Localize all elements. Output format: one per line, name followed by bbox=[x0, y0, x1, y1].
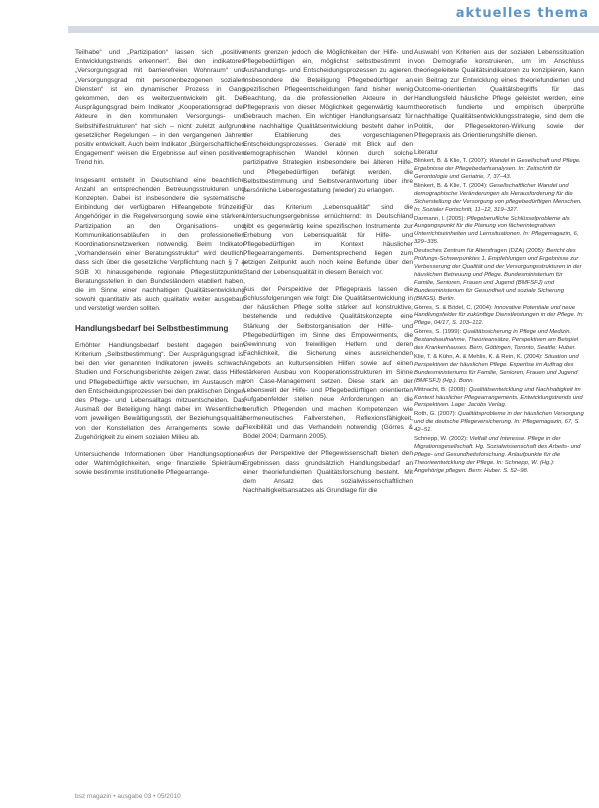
literature-work: Qualitätsprobleme in der häuslichen Versorgung und die deutsche Pflegeversicherung. In: Pflegemagazin, 67, S. 42–51. bbox=[414, 411, 584, 434]
literature-author: Mittnacht, B. (2008): bbox=[414, 386, 468, 393]
paragraph: Teilhabe“ und „Partizipation“ lassen sich „positive Entwicklungstrends erkennen“. Bei den indikatoren „Versorgungsgrad mit barrierefreien Wohnraum“ und „Versorgungsgrad mit personenbezogenen sozialen Diensten“ ist ein dynamischer Prozess in Gang gekommen, den es weiterzuentwickeln gilt. Der Ausprägungsgrad beim Indikator „Kooperationsgrad der Akteure in den kommunalen Versorgungs- und Selbsthilfestrukturen“ hat sich – nicht zuletzt aufgrund gesetzlicher Regelungen – in den vergangenen Jahren positiv entwickelt. Auch beim Indikator „Bürgerschaftliches Engagement“ weisen die Ergebnisse auf einen positiven Trend hin. bbox=[75, 49, 245, 167]
paragraph: Auswahl von Kriterien aus der sozialen Lebenssituation von Demografie konstruieren, um im Anschluss theoriegeleitete Qualitätsindikatoren zu konzipieren, kann ein Beitrag zur Entwicklung eines theoriefundierten und Outcome-orientierten Qualitätsbegriffs für das Handlungsfeld häusliche Pflege geleistet werden, eine theoretisch fundierte und empirisch überprüfte nachhaltige Qualitätsentwicklungsstrategie, sind dem die Politik, der Pflegesektoren-Wirkung sowie der Pflegepraxis als Orientierungshilfe dienen. bbox=[414, 49, 584, 139]
literature-work: Gesellschaftlicher Wandel und demographische Veränderungen als Herausforderung für die Sicherstellung der Versorgung von pflegebedürftigen Menschen. In: Sozialer Fortschritt, 11–12, 319–327. bbox=[414, 182, 582, 213]
paragraph: ments grenzen jedoch die Möglichkeiten der Hilfe- und Pflegebedürftigen ein, möglichst selbstbestimmt in Aushandlungs- und Entscheidungsprozessen zu agieren. Insbesondere die Beteiligung Pflegebedürftiger an spezifischen Pflegeentscheidungen fand bisher wenig Beachtung, da die professionellen Akteure in der Pflegepraxis von dieser Möglichkeit gegenwärtig kaum Gebrauch machen. Ein wichtiger Handlungsansatz für eine nachhaltige Qualitätsentwicklung besteht daher in der Etablierung des vorgeschlagenen Entscheidungsprozesses. Gerade mit Blick auf den demographischen Wandel können durch solche partizipative Strategien insbesondere bei älteren Hilfe- und Pflegebedürftigen befähigt werden, die Selbstbestimmung und Selbstverantwortung über ihre persönliche Lebensgestaltung (wieder) zu erlangen. bbox=[243, 49, 413, 195]
paragraph: Erhöhter Handlungsbedarf besteht dagegen beim Kriterium „Selbstbestimmung“. Der Ausprägungsgrad ist bei den vier genannten Indikatoren jeweils schwach. Studien und Forschungsberichte zeigen zwar, dass Hilfe- und Pflegebedürftige aktiv versuchen, im Austausch mit den Entscheidungsprozessen bei den praktischen Dingen des Pflege- und Lebensalltags mitzuentscheiden. Das Ausmaß der Beteiligung hängt dabei im Wesentlichen vom jeweiligen Bewältigungsstil, der Beziehungsqualität von der Konstellation des Arrangements sowie der Zugehörigkeit zu einem sozialen Milieu ab. bbox=[75, 341, 245, 441]
literature-entry bbox=[414, 387, 584, 411]
literature-entry bbox=[414, 248, 584, 303]
literature-work: Qualitätssicherung in Pflege und Medizin. Bestandsaufnahme, Theorieansätze, Perspektiven am Beispiel des Krankenhauses. Bern, Göttingen, Toronto, Seattle: Huber. bbox=[414, 329, 579, 352]
paragraph: Aus der Perspektive der Pflegewissenschaft bieten den Ergebnissen dass grundsätzlich Handlungsbedarf an einer theoriefundierten Qualitätsforschung besteht. Mit dem Ansatz des sozialwissenschaftlichen Nachhaltigkeitsansatzes als Grundlage für die bbox=[243, 450, 413, 495]
literature-author: Roth, G. (2007): bbox=[414, 411, 457, 418]
literature-list bbox=[414, 158, 584, 475]
literature-author: Darmann, I. (2005): bbox=[414, 215, 466, 222]
literature-author: Klie, T. & Kühn, A. & Mehlis, K. & Rein, K. (2004): bbox=[414, 353, 543, 360]
literature-work: Pflegeberufliche Schlüsselprobleme als Ausgangspunkt für die Planung von fächerintegrativen Unterrichtseinheiten und Lernsituationen. In: Pflegemagazin, 6, 329–335. bbox=[414, 215, 579, 246]
literature-author: Blinkert, B. & Klie, T. (2007): bbox=[414, 158, 488, 165]
page-header bbox=[0, 0, 599, 44]
section-subhead: Handlungsbedarf bei Selbstbestimmung bbox=[75, 323, 229, 333]
literature-entry bbox=[414, 411, 584, 435]
literature-entry bbox=[414, 329, 584, 353]
paragraph: Für das Kriterium „Lebensqualität“ sind die Untersuchungsergebnisse ernüchternd: In Deutschland gibt es gegenwärtig keine spezifischen Instrumente zur Erhebung von Lebensqualität für Hilfe- und Pflegebedürftigen im Kontext häuslicher Pflegearrangements. Dementsprechend liegen zum jetzigen Zeitpunkt auch noch keine Befunde über den Stand der Lebensqualität in diesem Bereich vor. bbox=[243, 204, 413, 276]
literature-work: Wandel in Gesellschaft und Pflege. Ergebnisse der Pflegebedarfsanalysen. In: Zeitschrift für Gerontologie und Geriatrie, 7, 37–43. bbox=[414, 158, 581, 181]
column-2 bbox=[243, 48, 413, 503]
paragraph: Untersuchende Informationen über Handlungsoptionen oder Wahlmöglichkeiten, enge finanzielle Spielräume sowie bestimmte institutionelle Pflegearrange- bbox=[75, 450, 245, 477]
column-1 bbox=[75, 48, 245, 486]
literature-author: Görres, S. (1999): bbox=[414, 329, 462, 336]
literature-author: Blinkert, B. & Klie, T. (2004): bbox=[414, 182, 488, 189]
paragraph: Aus der Perspektive der Pflegepraxis lassen die Schlussfolgerungen wie folgt: Die Qualitätsentwicklung in der häuslichen Pflege sollte stärker auf konstruktive, bestehende und reduktive Qualitätskonzepte eine Stärkung der Selbstorganisation der Hilfe- und Pflegebedürftigen im Sinne des Empowerments, die Gewinnung von freiwilligen Helfern und deren Fachlichkeit, die Sicherung eines ausreichenden Angebots an kultursensiblen Hilfen sowie auf einen stärkeren Ausbau von Kooperationsstrukturen im Sinne von Case-Management setzen. Diese stark an der Lebenswelt der Hilfe- und Pflegebedürftigen orientierten Aufgabenfelder stellen neue Anforderungen an die beruflich Pflegenden und machen Kompetenzen wie hermeneutisches Fallverstehen, Reflexionsfähigkeit, Flexibilität und das Verhandeln notwendig (Görres & Bödel 2004; Darmann 2005). bbox=[243, 285, 413, 441]
section-label: aktuelles thema bbox=[455, 6, 589, 21]
literature-entry bbox=[414, 354, 584, 386]
literature-author: Görres, S. & Bödel, C. (2004): bbox=[414, 304, 493, 311]
literature-author: Deutsches Zentrum für Altersfragen (DZA) (2005): bbox=[414, 248, 545, 255]
literature-work: Qualitätsentwicklung und Nachhaltigkeit im Kontext häuslicher Pflegearrangements. Entwicklungstrends und Perspektiven. Lage: Jacobs Verlag. bbox=[414, 386, 583, 409]
column-3 bbox=[414, 48, 584, 477]
literature-work: Innovative Potentiale und neue Handlungsfelder für zukünftige Dienstleistungen in der Pflege. In: Pflege, 04/17, S. 103–112. bbox=[414, 304, 584, 327]
literature-heading: Literatur bbox=[414, 149, 439, 157]
literature-entry bbox=[414, 436, 584, 476]
literature-entry bbox=[414, 305, 584, 329]
header-rule bbox=[68, 26, 599, 33]
literature-entry bbox=[414, 158, 584, 182]
literature-work: Bericht des Prüfungs-Schwerpunktes 1. Empfehlungen und Ergebnisse zur Verbesserung der Qualität und der Versorgungsstrukturen in der häuslichen Betreuung und Pflege. Bundesministerium für Familie, Senioren, Frauen und Jugend (BMFSFJ) und Bundesministerium für Gesundheit und soziale Sicherung (BMGS). Berlin. bbox=[414, 248, 582, 302]
literature-entry bbox=[414, 183, 584, 215]
literature-work: Vielfalt und Interesse. Pflege in der Migrationsgesellschaft. Hg. Sozialwissenschaft des Arbeits- und Pflege- und Gesundheitsforschung. Anlaufpunkte für die Theorieentwicklung der Pflege. In: Schnepp, W. (Hg.): Angehörige pflegen. Bern: Huber. S. 52–98. bbox=[414, 436, 581, 474]
page-footer: bsz magazin • ausgabe 03 • 05/2010 bbox=[75, 793, 181, 800]
literature-author: Schnepp, W. (2002): bbox=[414, 436, 468, 443]
literature-entry bbox=[414, 216, 584, 248]
literature-work: Situation und Perspektiven der häuslichen Pflege. Expertise im Auftrag des Bundesministeriums für Familie, Senioren, Frauen und Jugend (BMFSFJ) (Hg.). Bonn. bbox=[414, 353, 579, 384]
paragraph: Insgesamt entsteht in Deutschland eine beachtliche Anzahl an entsprechenden Betreuungsstrukturen und Konzepten. Dabei ist insbesondere die systematische Einbindung der verfügbaren Hilfeangebote frühzeitig Angehöriger in die Regelversorgung sowie eine stärkere Partizipation an den Organisations- und Kommunikationsabläufen in den professionellen Koordinationsnetzwerken notwendig. Beim Indikator „Vorhandensein einer Beratungsstruktur“ wird deutlich, dass sich über die gesetzliche Verpflichtung nach § 7 a SGB XI hinausgehende regionale Pflegestützpunkte, Beratungsstellen in den Bundesländern etabliert haben, die im Sinne einer nachhaltigen Qualitätsentwicklung sowohl quantitativ als auch qualitativ weiter ausgebaut und verstetigt werden sollten. bbox=[75, 176, 245, 313]
